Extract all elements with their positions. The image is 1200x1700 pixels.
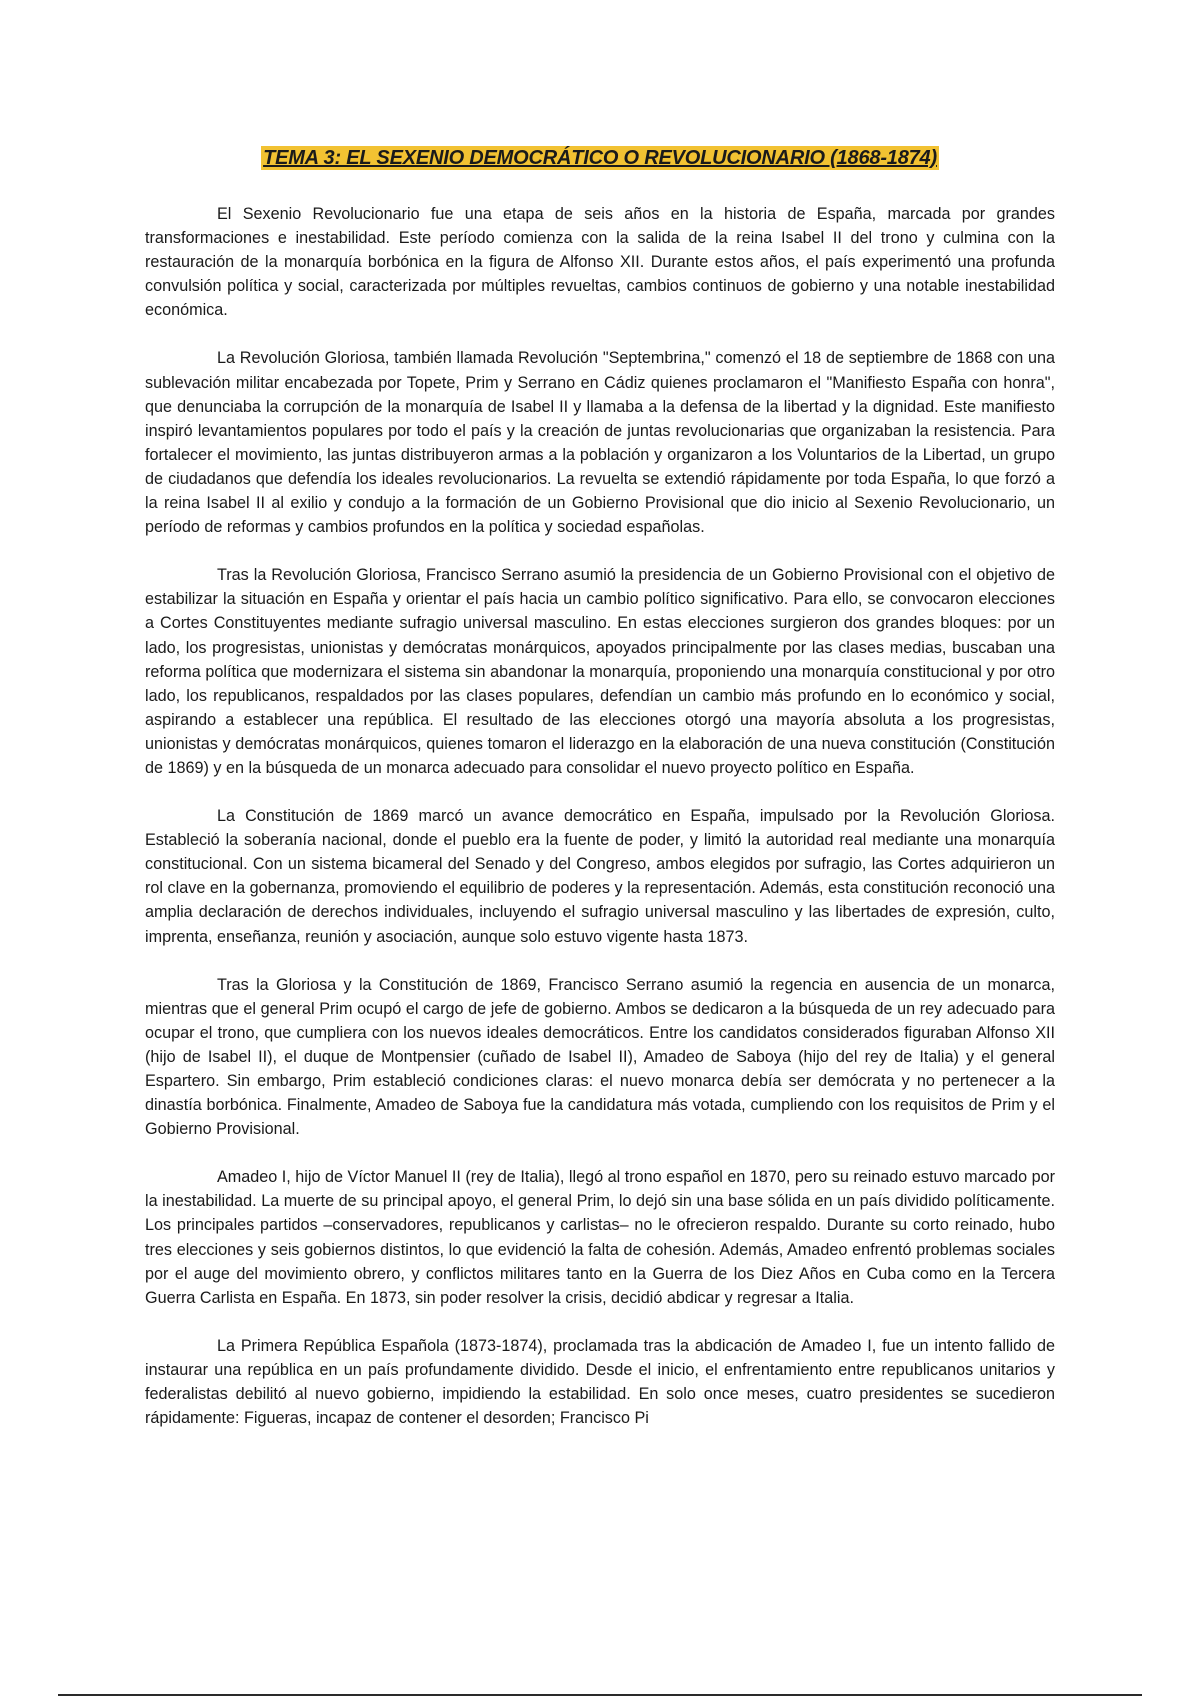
bottom-divider — [58, 1694, 1142, 1696]
paragraph-busqueda-rey: Tras la Gloriosa y la Constitución de 1869, Francisco Serrano asumió la regencia en ausencia de un monarca, mientras que el general Prim ocupó el cargo de jefe de gobierno. Ambos se dedicaron a la búsqueda de un rey adecuado para ocupar el trono, que cumpliera con los nuevos ideales democráticos. Entre los candidatos considerados figuraban Alfonso XII (hijo de Isabel II), el duque de Montpensier (cuñado de Isabel II), Amadeo de Saboya (hijo del rey de Italia) y el general Espartero. Sin embargo, Prim estableció condiciones claras: el nuevo monarca debía ser demócrata y no pertenecer a la dinastía borbónica. Finalmente, Amadeo de Saboya fue la candidatura más votada, cumpliendo con los requisitos de Prim y el Gobierno Provisional. — [145, 975, 1055, 1139]
title-block — [145, 143, 1055, 175]
paragraph-amadeo-i: Amadeo I, hijo de Víctor Manuel II (rey de Italia), llegó al trono español en 1870, pero su reinado estuvo marcado por la inestabilidad. La muerte de su principal apoyo, el general Prim, lo dejó sin una base sólida en un país dividido políticamente. Los principales partidos –conservadores, republicanos y carlistas– no le ofrecieron respaldo. Durante su corto reinado, hubo tres elecciones y seis gobiernos distintos, lo que evidenció la falta de cohesión. Además, Amadeo enfrentó problemas sociales por el auge del movimiento obrero, y conflictos militares tanto en la Guerra de los Diez Años en Cuba como en la Tercera Guerra Carlista en España. En 1873, sin poder resolver la crisis, decidió abdicar y regresar a Italia. — [145, 1168, 1055, 1307]
paragraph-revolucion-gloriosa: La Revolución Gloriosa, también llamada Revolución "Septembrina," comenzó el 18 de septiembre de 1868 con una sublevación militar encabezada por Topete, Prim y Serrano en Cádiz quienes proclamaron el "Manifiesto España con honra", que denunciaba la corrupción de la monarquía de Isabel II y llamaba a la defensa de la libertad y la dignidad. Este manifiesto inspiró levantamientos populares por todo el país y la creación de juntas revolucionarias que organizaban la resistencia. Para fortalecer el movimiento, las juntas distribuyeron armas a la población y organizaron a los Voluntarios de la Libertad, un grupo de ciudadanos que defendía los ideales revolucionarios. La revuelta se extendió rápidamente por toda España, lo que forzó a la reina Isabel II al exilio y condujo a la formación de un Gobierno Provisional que dio inicio al Sexenio Revolucionario, un período de reformas y cambios profundos en la política y sociedad españolas. — [145, 349, 1055, 537]
paragraph-primera-republica: La Primera República Española (1873-1874), proclamada tras la abdicación de Amadeo I, fue un intento fallido de instaurar una república en un país profundamente dividido. Desde el inicio, el enfrentamiento entre republicanos unitarios y federalistas debilitó al nuevo gobierno, impidiendo la estabilidad. En solo once meses, cuatro presidentes se sucedieron rápidamente: Figueras, incapaz de contener el desorden; Francisco Pi — [145, 1336, 1055, 1428]
paragraph-gobierno-provisional: Tras la Revolución Gloriosa, Francisco Serrano asumió la presidencia de un Gobierno Provisional con el objetivo de estabilizar la situación en España y orientar el país hacia un cambio político significativo. Para ello, se convocaron elecciones a Cortes Constituyentes mediante sufragio universal masculino. En estas elecciones surgieron dos grandes bloques: por un lado, los progresistas, unionistas y demócratas monárquicos, apoyados principalmente por las clases medias, buscaban una reforma política que modernizara el sistema sin abandonar la monarquía, proponiendo una monarquía constitucional y por otro lado, los republicanos, respaldados por las clases populares, defendían un cambio más profundo en lo económico y social, aspirando a establecer una república. El resultado de las elecciones otorgó una mayoría absoluta a los progresistas, unionistas y demócratas monárquicos, quienes tomaron el liderazgo en la elaboración de una nueva constitución (Constitución de 1869) y en la búsqueda de un monarca adecuado para consolidar el nuevo proyecto político en España. — [145, 566, 1055, 777]
paragraph-intro: El Sexenio Revolucionario fue una etapa de seis años en la historia de España, marcada por grandes transformaciones e inestabilidad. Este período comienza con la salida de la reina Isabel II del trono y culmina con la restauración de la monarquía borbónica en la figura de Alfonso XII. Durante estos años, el país experimentó una profunda convulsión política y social, caracterizada por múltiples revueltas, cambios continuos de gobierno y una notable inestabilidad económica. — [145, 205, 1055, 320]
paragraph-constitucion-1869: La Constitución de 1869 marcó un avance democrático en España, impulsado por la Revolución Gloriosa. Estableció la soberanía nacional, donde el pueblo era la fuente de poder, y limitó la autoridad real mediante una monarquía constitucional. Con un sistema bicameral del Senado y del Congreso, ambos elegidos por sufragio, las Cortes adquirieron un rol clave en la gobernanza, promoviendo el equilibrio de poderes y la representación. Además, esta constitución reconoció una amplia declaración de derechos individuales, incluyendo el sufragio universal masculino y las libertades de expresión, culto, imprenta, enseñanza, reunión y asociación, aunque solo estuvo vigente hasta 1873. — [145, 807, 1055, 946]
page-title: TEMA 3: EL SEXENIO DEMOCRÁTICO O REVOLUCIONARIO (1868-1874) — [263, 147, 937, 169]
document-page — [145, 143, 1055, 1454]
